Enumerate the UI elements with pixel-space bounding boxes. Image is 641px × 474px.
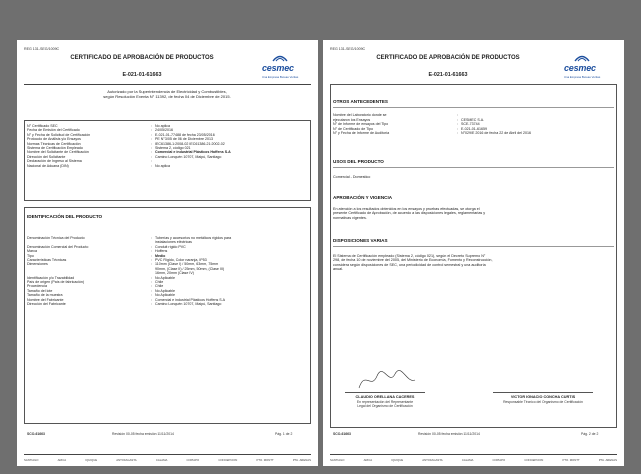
- field-value: 24/05/2016: [155, 128, 173, 133]
- divider: [333, 107, 614, 108]
- field-label: Dimensiones: [27, 262, 48, 267]
- divider: [333, 167, 614, 168]
- field-label: Nombre del Laboratorio donde se: [333, 113, 387, 117]
- signer-role: [337, 400, 433, 408]
- field-colon: :: [151, 128, 152, 133]
- field-value: 110mm (Clase I) / 50mm, 63mm, 75mm: [155, 262, 219, 267]
- footer-code: SCO-61663: [27, 432, 45, 436]
- field-value: IEC61386-1:2008-02 IEC61386-21:2002-02: [155, 141, 225, 146]
- field-label: Denominación Comercial del Producto: [27, 244, 89, 249]
- signer-name: VICTOR IGNACIO CONCHA CURTIS: [510, 395, 576, 399]
- misc-line: anual.: [333, 267, 344, 272]
- footer-page-number: Pág. 1 de 2: [275, 432, 293, 436]
- field-value: 90mm, (Clase II) / 25mm, 50mm, (Clase III): [155, 266, 225, 271]
- field-label: Marca: [27, 249, 37, 254]
- field-label: Denominación Técnica del Producto: [27, 236, 85, 240]
- certificate-number: E-021-01-61663: [428, 72, 468, 78]
- reg-code: REG 131-SEG/1009C: [330, 47, 366, 51]
- office-city: IQUIQUE: [391, 458, 404, 462]
- office-city: PTO. MONTT: [256, 458, 274, 462]
- footer-divider: [330, 454, 617, 455]
- signer-role-line: Legal del Organismo de Certificación: [357, 404, 413, 409]
- field-value: 16mm, 20mm (Clase IV): [155, 271, 194, 276]
- field-value: Chile: [155, 284, 164, 289]
- field-colon: :: [457, 126, 458, 131]
- field-label: País de origen (País de fabricación): [27, 280, 85, 284]
- field-label: N° Certificado SEC: [27, 124, 58, 128]
- field-value: No Aplicable: [155, 293, 175, 298]
- field-value: Tuberías y accesorios no metálicos rígidos para: [155, 236, 232, 240]
- field-label: N° de Certificado de Tipo: [333, 126, 373, 131]
- certificate-title: CERTIFICADO DE APROBACIÓN DE PRODUCTOS: [70, 55, 214, 61]
- reg-code: REG 131-SEG/1009C: [24, 47, 60, 51]
- field-label: N° de Informe de ensayos del Tipo: [333, 122, 389, 127]
- section-heading-misc: DISPOSICIONES VARIAS: [333, 238, 388, 243]
- field-colon: :: [151, 293, 152, 298]
- logo-tagline: Una Empresa Bureau Veritas: [262, 75, 299, 79]
- field-value: instalaciones eléctricas: [155, 240, 192, 245]
- field-colon: :: [151, 163, 152, 168]
- field-colon: :: [151, 137, 152, 142]
- field-colon: :: [151, 141, 152, 146]
- logo-tagline: Una Empresa Bureau Veritas: [564, 75, 601, 79]
- field-value: SCE-73744: [461, 122, 480, 127]
- field-colon: :: [151, 302, 152, 306]
- field-colon: :: [151, 159, 152, 164]
- field-label: Protocolo de Análisis y/o Ensayos: [27, 137, 81, 142]
- field-colon: :: [151, 154, 152, 159]
- signer-role-line: Responsable Técnico del Organismo de Certificación: [503, 400, 583, 404]
- misc-text: [333, 254, 609, 272]
- office-city: PTA. ARENAS: [598, 458, 617, 462]
- logo-wordmark: cesmec: [262, 63, 294, 73]
- field-colon: :: [151, 280, 152, 284]
- approval-text: [333, 207, 609, 220]
- field-label: Dirección del Fabricante: [27, 302, 66, 306]
- field-label: Nombre del Solicitante de Certificación: [27, 150, 89, 155]
- field-value: N°029/E 2016 de fecha 22 de Abril del 2016: [461, 131, 531, 136]
- office-city: ARICA: [57, 458, 67, 462]
- office-cities: [24, 458, 311, 462]
- field-label: Tipo: [27, 253, 34, 258]
- footer-revision: Revisión 00-05 fecha emisión 11/11/2014: [112, 432, 174, 436]
- field-colon: :: [151, 297, 152, 302]
- field-colon: :: [151, 132, 152, 137]
- signer-name: CLAUDIO ORELLANA CACERES: [355, 395, 415, 399]
- field-label: Dirección del Solicitante: [27, 154, 66, 159]
- authorization-text: [37, 89, 297, 99]
- field-colon: :: [457, 131, 458, 136]
- office-city: COPIAPO: [186, 458, 200, 462]
- signer-role: [473, 400, 613, 404]
- field-colon: :: [151, 284, 152, 289]
- field-label: Nombre del Fabricante: [27, 297, 64, 302]
- field-value: No aplica: [155, 163, 170, 168]
- field-label: ejecutaron los Ensayos: [333, 117, 371, 122]
- field-label: Tamaño de la muestra: [27, 293, 63, 298]
- office-city: COPIAPO: [492, 458, 506, 462]
- field-value: Sistema 2, código 021: [155, 146, 191, 150]
- misc-line: El Sistema de Certificación empleado (Sistema 2, código 021), según el Decreto Supremo N°: [333, 254, 486, 258]
- signer-role-line: En representación del Representante: [356, 400, 414, 404]
- field-label: Declaración de Ingreso al Sistema: [27, 159, 82, 164]
- cesmec-logo-icon: [573, 54, 591, 62]
- field-colon: :: [457, 117, 458, 122]
- office-city: CALAMA: [155, 458, 168, 462]
- field-colon: :: [151, 146, 152, 150]
- field-label: N° y Fecha de Solicitud de Certificación: [27, 132, 91, 137]
- footer-page-number: Pág. 2 de 2: [581, 432, 599, 436]
- office-city: ANTOFAGASTA: [422, 458, 443, 462]
- signature-line: [345, 392, 425, 393]
- field-colon: :: [151, 236, 152, 240]
- office-city: PTO. MONTT: [562, 458, 580, 462]
- field-value: Hoffens: [155, 249, 168, 254]
- office-city: CALAMA: [461, 458, 474, 462]
- field-label: Procedencia: [27, 284, 47, 289]
- field-value: PE N°3/05 de 06 de Diciembre 2013: [155, 137, 213, 142]
- field-value: CESMEC S.A.: [461, 117, 485, 122]
- field-colon: :: [151, 124, 152, 128]
- section-heading-product: IDENTIFICACIÓN DEL PRODUCTO: [27, 214, 103, 219]
- field-value: No aplica: [155, 124, 170, 128]
- office-city: SANTIAGO: [330, 458, 345, 462]
- field-colon: :: [151, 275, 152, 280]
- footer-revision: Revisión 00-05 fecha emisión 11/11/2014: [418, 432, 480, 436]
- field-colon: :: [151, 150, 152, 155]
- approval-line: En atención a los resultados obtenidos en los ensayos y pruebas efectuadas, se otorga el: [333, 207, 480, 211]
- authorization-line: Autorizado por la Superintendencia de Electricidad y Combustibles,: [107, 89, 227, 94]
- approval-line: presente Certificado de Aprobación, de acuerdo a las disposiciones legales, reglamentarias y: [333, 211, 486, 216]
- field-label: Sistema de Certificación Empleado: [27, 146, 83, 150]
- certificate-number: E-021-01-61663: [122, 72, 162, 78]
- office-city: IQUIQUE: [85, 458, 98, 462]
- office-city: CONCEPCION: [218, 458, 238, 462]
- field-value: E-021-01-61659: [461, 126, 487, 131]
- logo-wordmark: cesmec: [564, 63, 596, 73]
- footer-divider: [24, 454, 311, 455]
- field-label: Características Técnicas: [27, 258, 67, 262]
- field-value: No Aplicable: [155, 288, 175, 293]
- cesmec-logo-icon: [271, 54, 289, 62]
- certificate-title: CERTIFICADO DE APROBACIÓN DE PRODUCTOS: [376, 55, 520, 61]
- field-colon: :: [457, 122, 458, 127]
- field-colon: :: [151, 253, 152, 258]
- section-heading-other: OTROS ANTECEDENTES: [333, 99, 388, 104]
- certificate-page-1: [17, 40, 318, 466]
- divider: [24, 84, 311, 85]
- field-label: Tamaño del lote: [27, 288, 53, 293]
- section-heading-use: USOS DEL PRODUCTO: [333, 159, 384, 164]
- field-value: No Aplicable: [155, 275, 175, 280]
- footer-code: SCO-61663: [333, 432, 351, 436]
- field-value: PVC Rígido, Color naranja, IP53: [155, 258, 207, 262]
- authorization-line: según Resolución Exenta N° 11392, de fecha 04 de Diciembre de 2015.: [103, 94, 231, 99]
- certificate-page-2: [323, 40, 624, 466]
- misc-line: 298, de fecha 10 de noviembre del 2005, del Ministerio de Economía, Fomento y Reconstrucción,: [333, 258, 493, 263]
- field-label: Fecha de Emisión del Certificado: [27, 128, 80, 133]
- field-colon: :: [151, 288, 152, 293]
- office-city: SANTIAGO: [24, 458, 39, 462]
- field-value: Camino Lonquén 10707, Maipú, Santiago: [155, 302, 222, 306]
- field-colon: :: [151, 249, 152, 254]
- approval-line: normativas vigentes.: [333, 215, 367, 220]
- field-value: Camino Lonquén 10707, Maipú, Santiago: [155, 154, 222, 159]
- field-label: N° y Fecha de Informe de Auditoría: [333, 131, 390, 136]
- section-heading-approval: APROBACIÓN Y VIGENCIA: [333, 195, 393, 200]
- field-colon: :: [151, 258, 152, 262]
- product-use: Comercial - Domestico: [333, 175, 371, 179]
- field-value: E-021-01-77488 de fecha 23/05/2016: [155, 132, 215, 137]
- field-colon: :: [151, 244, 152, 249]
- field-colon: :: [151, 262, 152, 267]
- office-city: ANTOFAGASTA: [116, 458, 137, 462]
- office-cities: [330, 458, 617, 462]
- signature-scribble: [351, 362, 421, 392]
- field-value: Conduit rígido PVC: [155, 244, 186, 249]
- office-city: CONCEPCION: [524, 458, 544, 462]
- signature-line: [493, 392, 593, 393]
- misc-line: considera según disposiciones de SEC, una periodicidad de control semestral y una auditoría: [333, 262, 486, 267]
- field-value: Comercial e industrial Plásticos Hoffens S.A: [155, 150, 231, 155]
- field-value: Medio: [155, 253, 166, 258]
- field-value: Chile: [155, 280, 164, 284]
- field-value: Comercial e industrial Plásticos Hoffens S.A: [155, 297, 226, 302]
- field-label: Normas Técnicas de Certificación: [27, 141, 81, 146]
- divider: [333, 246, 614, 247]
- field-label: Nacional de Aduana (DIN): [27, 163, 69, 168]
- field-label: Identificación y/o Trazabilidad: [27, 275, 75, 280]
- field-colon: :: [457, 113, 458, 117]
- office-city: ARICA: [363, 458, 373, 462]
- office-city: PTA. ARENAS: [292, 458, 311, 462]
